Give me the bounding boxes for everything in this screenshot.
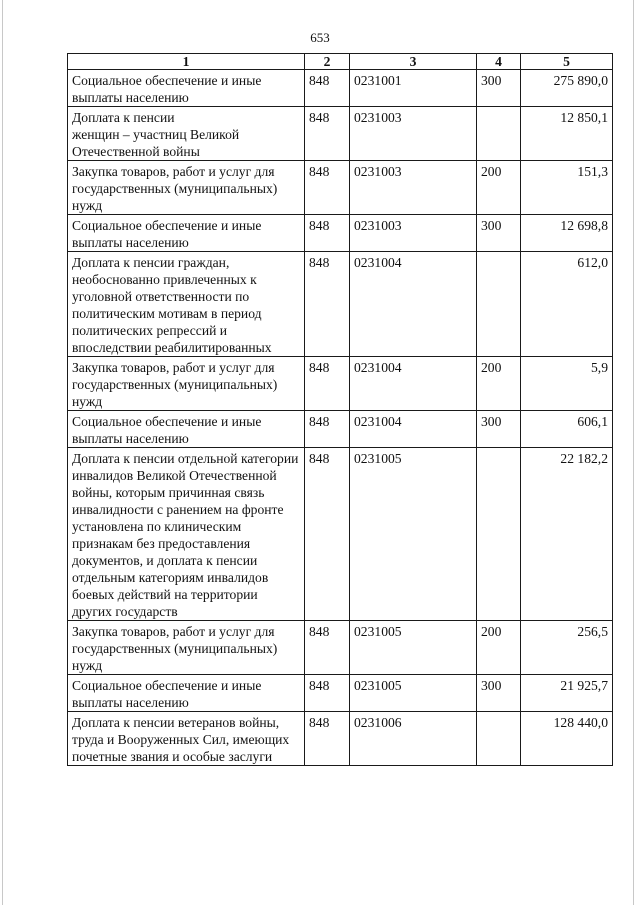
row-article-code: 0231004 [350,357,477,411]
row-amount: 5,9 [521,357,613,411]
row-article-code: 0231003 [350,215,477,252]
row-expense-type [477,712,521,766]
row-expense-type: 200 [477,161,521,215]
row-name: Социальное обеспечение и иные выплаты населению [68,70,305,107]
row-ministry-code: 848 [305,621,350,675]
table-row [68,712,613,766]
row-name: Социальное обеспечение и иные выплаты населению [68,215,305,252]
row-expense-type: 300 [477,675,521,712]
table-row [68,675,613,712]
row-amount: 151,3 [521,161,613,215]
row-expense-type [477,107,521,161]
column-header-type: 4 [477,54,521,70]
table-row [68,107,613,161]
row-amount: 21 925,7 [521,675,613,712]
row-amount: 128 440,0 [521,712,613,766]
row-article-code: 0231005 [350,675,477,712]
row-expense-type: 300 [477,215,521,252]
row-article-code: 0231006 [350,712,477,766]
row-name: Доплата к пенсии женщин – участниц Великой Отечественной войны [68,107,305,161]
row-name: Доплата к пенсии ветеранов войны, труда и Вооруженных Сил, имеющих почетные звания и особые заслуги [68,712,305,766]
row-expense-type [477,252,521,357]
row-amount: 12 698,8 [521,215,613,252]
row-amount: 22 182,2 [521,448,613,621]
row-ministry-code: 848 [305,411,350,448]
row-ministry-code: 848 [305,215,350,252]
row-name: Закупка товаров, работ и услуг для государственных (муниципальных) нужд [68,357,305,411]
row-ministry-code: 848 [305,252,350,357]
table-row [68,621,613,675]
row-amount: 12 850,1 [521,107,613,161]
row-amount: 606,1 [521,411,613,448]
row-ministry-code: 848 [305,161,350,215]
table-row [68,252,613,357]
row-ministry-code: 848 [305,712,350,766]
budget-table [67,53,613,766]
row-article-code: 0231004 [350,252,477,357]
row-ministry-code: 848 [305,357,350,411]
row-amount: 275 890,0 [521,70,613,107]
table-row [68,215,613,252]
table-header-row [68,54,613,70]
row-article-code: 0231005 [350,448,477,621]
column-header-ministry: 2 [305,54,350,70]
row-ministry-code: 848 [305,675,350,712]
row-expense-type [477,448,521,621]
row-article-code: 0231003 [350,161,477,215]
row-name: Закупка товаров, работ и услуг для государственных (муниципальных) нужд [68,621,305,675]
row-article-code: 0231001 [350,70,477,107]
scan-edge-right [633,0,634,905]
table-row [68,357,613,411]
row-article-code: 0231003 [350,107,477,161]
row-ministry-code: 848 [305,70,350,107]
row-expense-type: 300 [477,70,521,107]
column-header-article: 3 [350,54,477,70]
scan-edge-left [2,0,3,905]
row-ministry-code: 848 [305,448,350,621]
column-header-name: 1 [68,54,305,70]
row-expense-type: 300 [477,411,521,448]
row-name: Социальное обеспечение и иные выплаты населению [68,411,305,448]
row-name: Доплата к пенсии граждан, необоснованно привлеченных к уголовной ответственности по политическим мотивам в период политических репрессий и впоследствии реабилитированных [68,252,305,357]
row-expense-type: 200 [477,357,521,411]
row-name: Закупка товаров, работ и услуг для государственных (муниципальных) нужд [68,161,305,215]
row-name: Социальное обеспечение и иные выплаты населению [68,675,305,712]
row-amount: 256,5 [521,621,613,675]
row-ministry-code: 848 [305,107,350,161]
column-header-amount: 5 [521,54,613,70]
table-row [68,448,613,621]
table-row [68,411,613,448]
row-amount: 612,0 [521,252,613,357]
row-article-code: 0231005 [350,621,477,675]
row-expense-type: 200 [477,621,521,675]
page-number: 653 [310,30,330,45]
row-name: Доплата к пенсии отдельной категории инвалидов Великой Отечественной войны, которым причинная связь инвалидности с ранением на фронте установлена по клиническим признакам без предоставления документов, и доплата к пенсии отдельным категориям инвалидов боевых действий на территории других государств [68,448,305,621]
table-row [68,70,613,107]
row-article-code: 0231004 [350,411,477,448]
table-row [68,161,613,215]
